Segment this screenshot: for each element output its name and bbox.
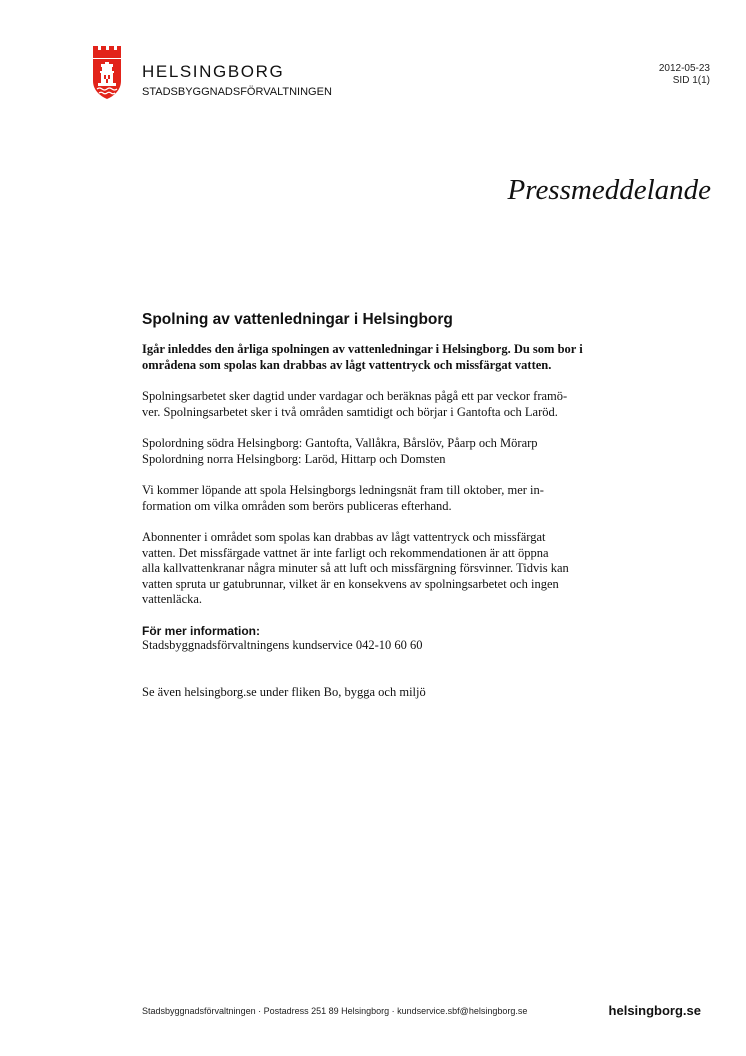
paragraph-line: vatten. Det missfärgade vattnet är inte farligt och rekommendationen är att öppna (142, 545, 549, 560)
article-lead (142, 342, 622, 373)
document-meta (659, 63, 710, 87)
paragraph-line: Spolningsarbetet sker dagtid under vardagar och beräknas pågå ett par veckor framö- (142, 389, 568, 403)
contact-info (142, 624, 622, 654)
paragraph-advice (142, 530, 622, 608)
paragraph-line: formation om vilka områden som berörs publiceras efterhand. (142, 498, 452, 513)
paragraph-line: Spolordning södra Helsingborg: Gantofta, Vallåkra, Bårslöv, Påarp och Mörarp (142, 436, 538, 450)
document-type-title: Pressmeddelande (507, 174, 711, 206)
paragraph-line: ver. Spolningsarbetet sker i två områden samtidigt och börjar i Gantofta och Laröd. (142, 404, 558, 419)
contact-line: Stadsbyggnadsförvaltningens kundservice 042-10 60 60 (142, 637, 423, 652)
footer-website: helsingborg.se (608, 1003, 701, 1018)
org-name: HELSINGBORG (142, 62, 285, 81)
paragraph-line: Abonnenter i området som spolas kan drabbas av lågt vattentryck och missfärgat (142, 530, 546, 544)
see-also-line: Se även helsingborg.se under fliken Bo, bygga och miljö (142, 685, 426, 699)
paragraph-line: vatten spruta ur gatubrunnar, vilket är en konsekvens av spolningsarbetet och ingen (142, 576, 559, 591)
paragraph-line: alla kallvattenkranar några minuter så att luft och missfärgning försvinner. Tidvis kan (142, 561, 569, 575)
paragraph-ongoing (142, 483, 622, 514)
paragraph-schedule (142, 389, 622, 420)
document-date: 2012-05-23 (658, 63, 710, 74)
article-headline: Spolning av vattenledningar i Helsingborg (142, 311, 453, 328)
see-also-note (142, 685, 622, 701)
department-name: STADSBYGGNADSFÖRVALTNINGEN (142, 86, 332, 98)
page-number: SID 1(1) (672, 75, 710, 86)
article-body (142, 311, 622, 717)
paragraph-line: vattenläcka. (142, 592, 203, 606)
paragraph-line: Vi kommer löpande att spola Helsingborgs ledningsnät fram till oktober, mer in- (142, 483, 544, 497)
contact-heading: För mer information: (142, 623, 261, 638)
paragraph-order (142, 436, 622, 467)
footer-address: Stadsbyggnadsförvaltningen · Postadress 251 89 Helsingborg · kundservice.sbf@helsingborg.se (142, 1006, 528, 1016)
paragraph-line: Spolordning norra Helsingborg: Laröd, Hittarp och Domsten (142, 451, 446, 466)
helsingborg-crest-icon (92, 44, 122, 100)
lead-line: Igår inleddes den årliga spolningen av vattenledningar i Helsingborg. Du som bor i (142, 342, 583, 356)
lead-line: områdena som spolas kan drabbas av lågt vattentryck och missfärgat vatten. (142, 357, 552, 372)
